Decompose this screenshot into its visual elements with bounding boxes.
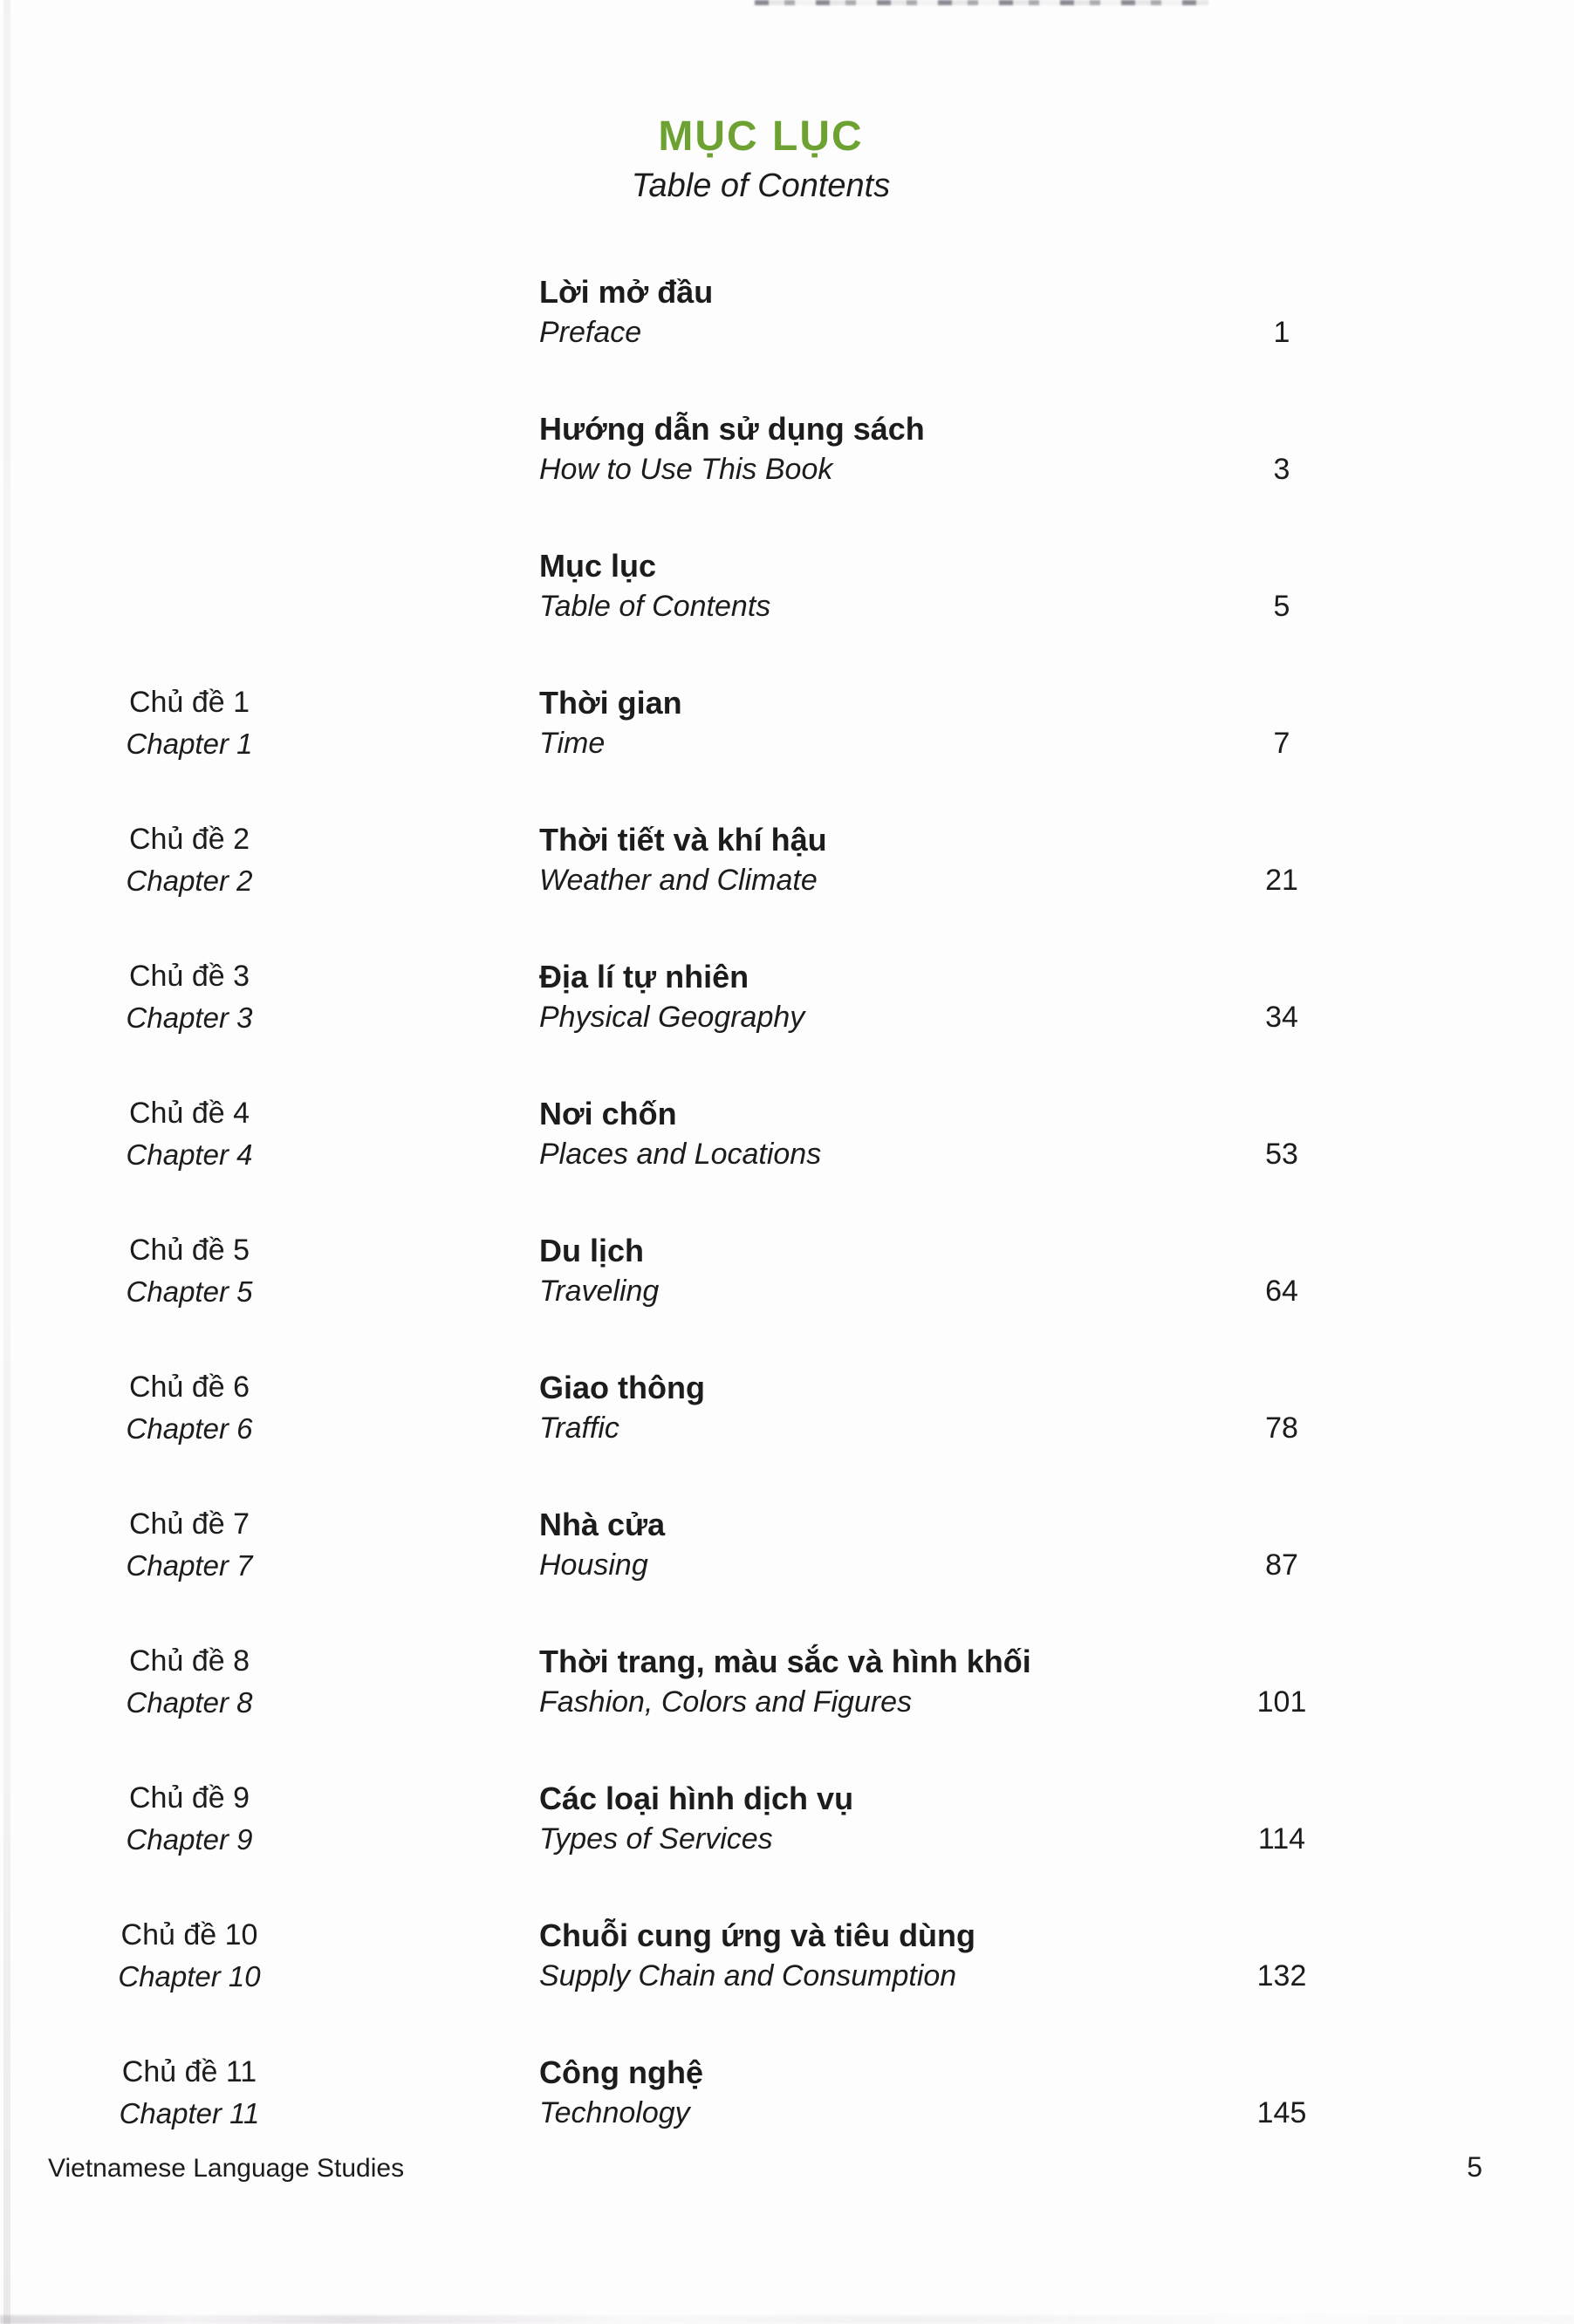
entry-page-cell — [1251, 682, 1312, 764]
entry-title-vietnamese: Thời trang, màu sắc và hình khối — [539, 1644, 1031, 1679]
chapter-label — [0, 1230, 539, 1312]
toc-entry — [0, 1915, 1574, 2052]
entry-page-number: 64 — [1265, 1275, 1298, 1308]
entry-title-english: Traveling — [539, 1275, 660, 1308]
chapter-label-english: Chapter 3 — [126, 1001, 253, 1034]
scan-edge-left — [3, 0, 10, 2324]
chapter-label-english: Chapter 7 — [126, 1549, 253, 1582]
chapter-label-english: Chapter 1 — [126, 728, 253, 760]
entry-title-vietnamese: Thời tiết và khí hậu — [539, 822, 827, 858]
entry-titles — [539, 1641, 1251, 1723]
chapter-label-english: Chapter 5 — [126, 1275, 253, 1308]
toc-entry — [0, 682, 1574, 819]
entry-page-cell — [1251, 1504, 1312, 1586]
chapter-label-vietnamese: Chủ đề 11 — [121, 2055, 257, 2088]
page-title-vietnamese: MỤC LỤC — [658, 113, 864, 160]
entry-page-cell — [1251, 1641, 1312, 1723]
entry-title-english: Table of Contents — [539, 590, 771, 623]
toc-entry — [0, 819, 1574, 956]
entry-title-english: Time — [539, 727, 606, 760]
toc-entry — [0, 545, 1574, 682]
entry-page-number: 34 — [1265, 1001, 1298, 1034]
entry-title-vietnamese: Địa lí tự nhiên — [539, 959, 749, 995]
entry-title-english: Technology — [539, 2096, 690, 2129]
chapter-label-vietnamese: Chủ đề 9 — [129, 1781, 250, 1815]
entry-titles — [539, 682, 1251, 764]
chapter-label-english: Chapter 11 — [119, 2097, 260, 2129]
entry-page-cell — [1251, 1093, 1312, 1175]
entry-page-cell — [1251, 545, 1312, 627]
chapter-label-vietnamese: Chủ đề 2 — [129, 823, 250, 856]
entry-title-vietnamese: Công nghệ — [539, 2054, 703, 2090]
entry-title-english: Weather and Climate — [539, 864, 818, 897]
entry-title-vietnamese: Giao thông — [539, 1370, 705, 1405]
entry-titles — [539, 819, 1251, 901]
toc-entry — [0, 1093, 1574, 1230]
entry-title-vietnamese: Du lịch — [539, 1233, 645, 1268]
chapter-label-english: Chapter 8 — [126, 1686, 253, 1719]
entry-titles — [539, 1915, 1251, 1997]
entry-page-cell — [1251, 1778, 1312, 1860]
chapter-label — [0, 1504, 539, 1586]
page-title-english: Table of Contents — [631, 167, 891, 204]
entry-title-english: Housing — [539, 1548, 648, 1582]
entry-title-vietnamese: Thời gian — [539, 685, 682, 721]
chapter-label — [0, 1367, 539, 1449]
entry-titles — [539, 545, 1251, 627]
toc-entry — [0, 1504, 1574, 1641]
entry-titles — [539, 1230, 1251, 1312]
entry-title-english: Preface — [539, 316, 642, 349]
chapter-label — [0, 1093, 539, 1175]
chapter-label — [0, 1915, 539, 1997]
entry-page-cell — [1251, 1367, 1312, 1449]
entry-page-number: 114 — [1257, 1822, 1306, 1856]
entry-page-cell — [1251, 2052, 1312, 2134]
chapter-label-vietnamese: Chủ đề 3 — [129, 960, 250, 993]
entry-title-vietnamese: Nhà cửa — [539, 1507, 666, 1542]
chapter-label-vietnamese: Chủ đề 6 — [129, 1370, 250, 1404]
chapter-label-vietnamese: Chủ đề 10 — [120, 1918, 258, 1951]
entry-title-english: How to Use This Book — [539, 453, 833, 486]
entry-titles — [539, 271, 1251, 353]
entry-title-english: Places and Locations — [539, 1138, 822, 1171]
entry-page-number: 1 — [1273, 316, 1290, 349]
entry-title-english: Supply Chain and Consumption — [539, 1959, 957, 1992]
chapter-label-vietnamese: Chủ đề 5 — [129, 1234, 250, 1267]
entry-page-number: 101 — [1256, 1685, 1307, 1719]
entry-page-number: 53 — [1265, 1138, 1298, 1171]
entry-page-number: 78 — [1265, 1411, 1298, 1445]
entry-page-cell — [1251, 408, 1312, 490]
entry-titles — [539, 1504, 1251, 1586]
entry-page-cell — [1251, 956, 1312, 1038]
entry-titles — [539, 1778, 1251, 1860]
footer-book-title: Vietnamese Language Studies — [48, 2154, 405, 2183]
entry-page-cell — [1251, 819, 1312, 901]
chapter-label — [0, 1778, 539, 1860]
entry-title-vietnamese: Mục lục — [539, 548, 657, 584]
toc-entry — [0, 1367, 1574, 1504]
scan-noise-bottom — [0, 2315, 1574, 2324]
chapter-label — [0, 819, 539, 901]
entry-titles — [539, 956, 1251, 1038]
chapter-label-vietnamese: Chủ đề 4 — [129, 1097, 250, 1130]
entry-title-english: Physical Geography — [539, 1001, 805, 1034]
chapter-label-vietnamese: Chủ đề 7 — [129, 1507, 250, 1541]
entry-page-number: 87 — [1265, 1548, 1298, 1582]
entry-page-number: 7 — [1273, 727, 1290, 760]
entry-title-vietnamese: Chuỗi cung ứng và tiêu dùng — [539, 1917, 976, 1953]
entry-page-number: 132 — [1256, 1959, 1307, 1992]
toc-entry — [0, 1230, 1574, 1367]
entry-title-english: Types of Services — [539, 1822, 773, 1856]
entry-title-english: Fashion, Colors and Figures — [539, 1685, 913, 1719]
toc-entry — [0, 408, 1574, 545]
chapter-label-english: Chapter 10 — [118, 1960, 261, 1992]
chapter-label-vietnamese: Chủ đề 8 — [129, 1644, 250, 1678]
chapter-label-english: Chapter 2 — [126, 865, 253, 897]
entry-page-number: 21 — [1265, 864, 1298, 897]
chapter-label — [0, 682, 539, 764]
entry-page-number: 5 — [1273, 590, 1290, 623]
entry-page-number: 145 — [1256, 2096, 1307, 2129]
chapter-label-english: Chapter 9 — [126, 1823, 253, 1856]
footer-page-number: 5 — [1467, 2151, 1482, 2183]
entry-page-number: 3 — [1273, 453, 1290, 486]
entry-titles — [539, 1367, 1251, 1449]
entry-titles — [539, 2052, 1251, 2134]
toc-header — [0, 0, 1548, 206]
chapter-label-english: Chapter 6 — [126, 1412, 253, 1445]
chapter-label — [0, 956, 539, 1038]
toc-entry — [0, 1641, 1574, 1778]
entry-title-vietnamese: Các loại hình dịch vụ — [539, 1781, 854, 1816]
entry-title-vietnamese: Nơi chốn — [539, 1096, 677, 1131]
page-footer — [48, 2151, 1482, 2184]
entry-page-cell — [1251, 271, 1312, 353]
entry-title-english: Traffic — [539, 1411, 619, 1445]
toc-entry — [0, 271, 1574, 408]
entry-page-cell — [1251, 1230, 1312, 1312]
chapter-label — [0, 2052, 539, 2134]
toc-list — [0, 271, 1574, 2189]
entry-titles — [539, 408, 1251, 490]
entry-titles — [539, 1093, 1251, 1175]
chapter-label-vietnamese: Chủ đề 1 — [129, 686, 250, 719]
entry-title-vietnamese: Lời mở đầu — [539, 274, 714, 310]
chapter-label-english: Chapter 4 — [126, 1138, 253, 1171]
chapter-label — [0, 1641, 539, 1723]
toc-entry — [0, 956, 1574, 1093]
entry-page-cell — [1251, 1915, 1312, 1997]
toc-entry — [0, 1778, 1574, 1915]
entry-title-vietnamese: Hướng dẫn sử dụng sách — [539, 411, 925, 447]
